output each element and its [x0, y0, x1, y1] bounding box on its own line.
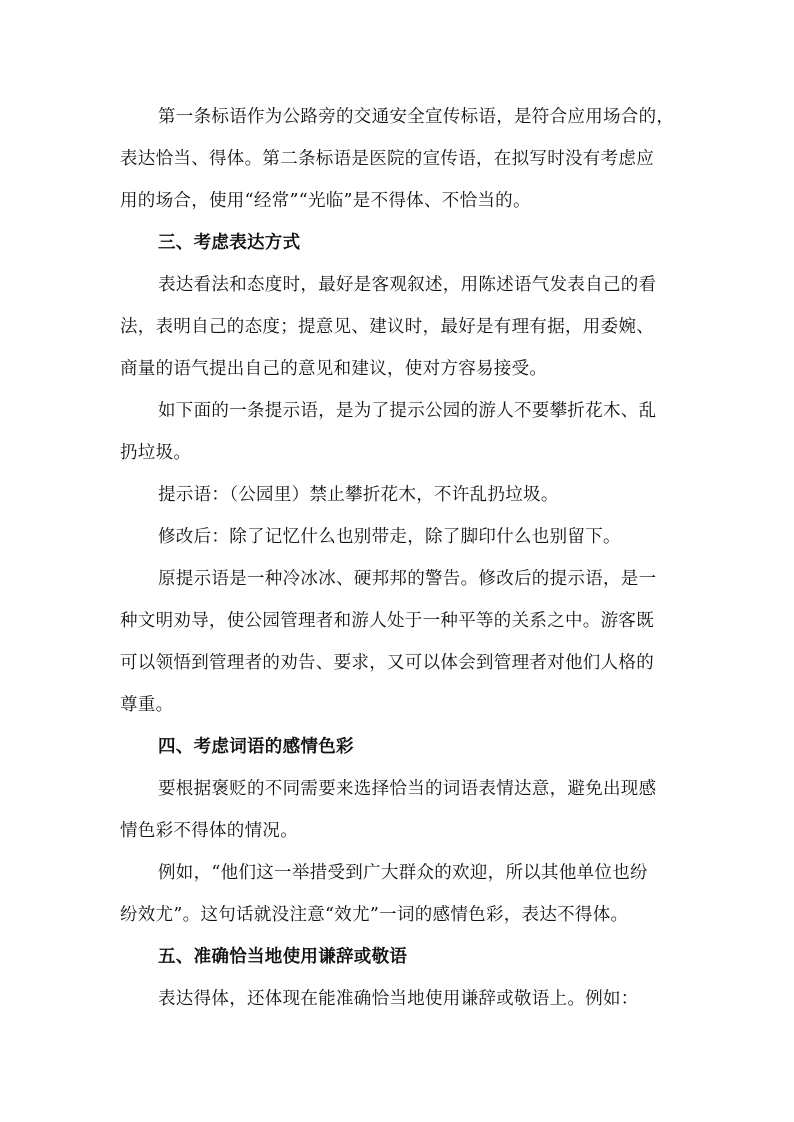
- paragraph-line: 法，表明自己的态度；提意见、建议时，最好是有理有据，用委婉、: [120, 317, 654, 337]
- paragraph-line: 修改后：除了记忆什么也别带走，除了脚印什么也别留下。: [158, 527, 621, 547]
- paragraph-line: 第一条标语作为公路旁的交通安全宣传标语，是符合应用场合的，: [158, 107, 675, 127]
- paragraph-line: 要根据褒贬的不同需要来选择恰当的词语表情达意，避免出现感: [158, 779, 657, 799]
- paragraph-line: 种文明劝导，使公园管理者和游人处于一种平等的关系之中。游客既: [120, 611, 654, 631]
- paragraph-line: 表达得体，还体现在能准确恰当地使用谦辞或敬语上。例如：: [158, 989, 639, 1009]
- paragraph-line: 如下面的一条提示语，是为了提示公园的游人不要攀折花木、乱: [158, 401, 657, 421]
- paragraph-line: 纷效尤”。这句话就没注意“效尤”一词的感情色彩，表达不得体。: [120, 905, 629, 925]
- paragraph-line: 表达看法和态度时，最好是客观叙述，用陈述语气发表自己的看: [158, 275, 657, 295]
- paragraph-line: 原提示语是一种冷冰冰、硬邦邦的警告。修改后的提示语，是一: [158, 569, 657, 589]
- section-heading: 三、考虑表达方式: [158, 233, 301, 253]
- section-heading: 四、考虑词语的感情色彩: [158, 737, 354, 757]
- paragraph-line: 表达恰当、得体。第二条标语是医院的宣传语，在拟写时没有考虑应: [120, 149, 654, 169]
- paragraph-line: 情色彩不得体的情况。: [120, 821, 298, 841]
- paragraph-line: 用的场合，使用“经常”“光临”是不得体、不恰当的。: [120, 191, 531, 211]
- paragraph-line: 可以领悟到管理者的劝告、要求，又可以体会到管理者对他们人格的: [120, 653, 654, 673]
- paragraph-line: 提示语：（公园里）禁止攀折花木，不许乱扔垃圾。: [158, 485, 559, 505]
- paragraph-line: 尊重。: [120, 695, 174, 715]
- paragraph-line: 扔垃圾。: [120, 443, 192, 463]
- paragraph-line: 例如，“他们这一举措受到广大群众的欢迎，所以其他单位也纷: [158, 863, 648, 883]
- paragraph-line: 商量的语气提出自己的意见和建议，使对方容易接受。: [120, 359, 548, 379]
- section-heading: 五、准确恰当地使用谦辞或敬语: [158, 947, 408, 967]
